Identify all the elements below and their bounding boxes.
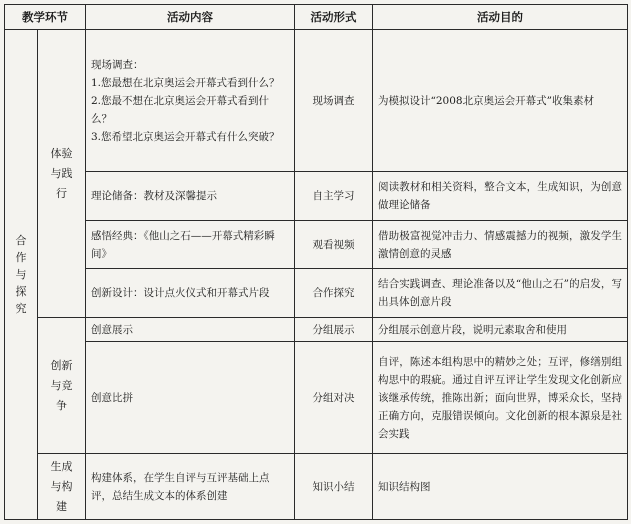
- content-cell: [86, 269, 295, 318]
- header-activity-content: 活动内容: [86, 5, 295, 30]
- content-cell: [86, 342, 295, 454]
- form-cell: 知识小结: [295, 454, 373, 520]
- content-line: 创新设计：设计点火仪式和开幕式片段: [91, 287, 270, 300]
- table-row: [5, 30, 628, 172]
- table-row: [5, 342, 628, 454]
- header-row: [5, 5, 628, 30]
- form-cell: 自主学习: [295, 172, 373, 221]
- stage-label: 生成与构建: [50, 459, 73, 513]
- content-line: 创意比拼: [91, 391, 133, 404]
- form-cell: 分组对决: [295, 342, 373, 454]
- purpose-cell: 为模拟设计“2008北京奥运会开幕式”收集素材: [373, 30, 628, 172]
- stage-label: 体验与践行: [50, 146, 73, 200]
- content-line: 理论储备：教材及深馨提示: [91, 189, 217, 202]
- content-cell: [86, 220, 295, 269]
- content-cell: [86, 172, 295, 221]
- content-line: 创意展示: [91, 323, 133, 336]
- content-cell: [86, 30, 295, 172]
- purpose-cell: 自评，陈述本组构思中的精妙之处；互评，修缮别组构思中的瑕疵。通过自评互评让学生发现文化创新应该继承传统，推陈出新；面向世界，博采众长，坚持正确方向，克服错误倾向。文化创新的根本源泉是社会实践: [373, 342, 628, 454]
- content-cell: [86, 318, 295, 342]
- purpose-cell: 阅读教材和相关资料，整合文本，生成知识，为创意做理论储备: [373, 172, 628, 221]
- table-row: [5, 454, 628, 520]
- content-line: 3.您希望北京奥运会开幕式有什么突破？: [91, 130, 280, 143]
- table-row: [5, 220, 628, 269]
- form-cell: 合作探究: [295, 269, 373, 318]
- stage-cell-experience: [38, 30, 86, 318]
- header-teaching-stage: 教学环节: [5, 5, 86, 30]
- table-row: [5, 318, 628, 342]
- stage-cell-synthesis: [38, 454, 86, 520]
- content-cell: [86, 454, 295, 520]
- main-stage-cell: [5, 30, 38, 520]
- table-row: [5, 269, 628, 318]
- purpose-cell: 分组展示创意片段，说明元素取舍和使用: [373, 318, 628, 342]
- header-activity-purpose: 活动目的: [373, 5, 628, 30]
- form-cell: 现场调查: [295, 30, 373, 172]
- content-line: 感悟经典：《他山之石——开幕式精彩瞬间》: [91, 229, 275, 260]
- content-line: 1.您最想在北京奥运会开幕式看到什么？: [91, 76, 280, 89]
- purpose-cell: 知识结构图: [373, 454, 628, 520]
- content-line: 2.您最不想在北京奥运会开幕式看到什么？: [91, 94, 270, 125]
- stage-label: 创新与竞争: [50, 358, 73, 412]
- header-activity-form: 活动形式: [295, 5, 373, 30]
- content-line: 构建体系，在学生自评与互评基础上点评，总结生成文本的体系创建: [91, 471, 270, 502]
- purpose-cell: 结合实践调查、理论准备以及“他山之石”的启发，写出具体创意片段: [373, 269, 628, 318]
- content-line: 现场调查：: [91, 58, 144, 71]
- lesson-plan-table: [4, 4, 628, 520]
- main-stage-label: 合作与探究: [15, 234, 27, 315]
- stage-cell-innovation: [38, 318, 86, 454]
- purpose-cell: 借助极富视觉冲击力、情感震撼力的视频，激发学生激情创意的灵感: [373, 220, 628, 269]
- table-row: [5, 172, 628, 221]
- form-cell: 分组展示: [295, 318, 373, 342]
- form-cell: 观看视频: [295, 220, 373, 269]
